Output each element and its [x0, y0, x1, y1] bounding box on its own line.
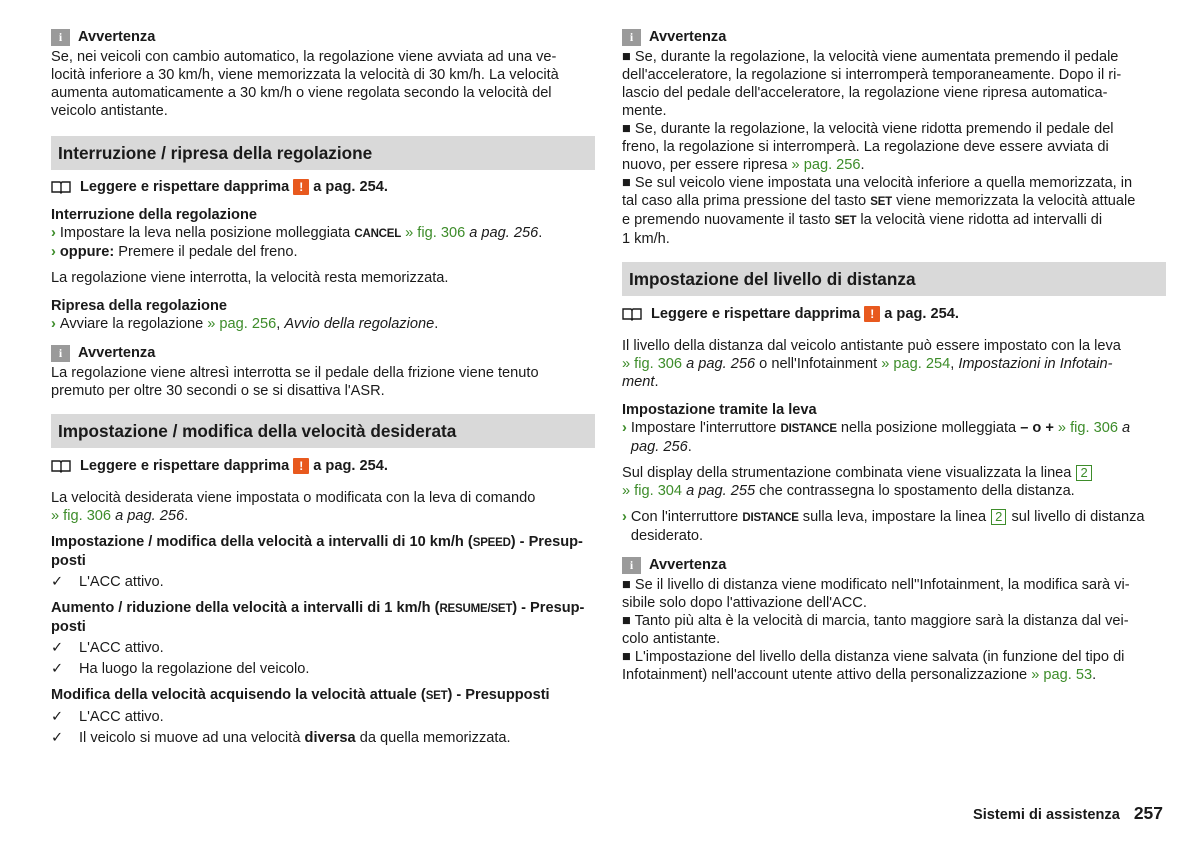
checklist-text: L'ACC attivo. [79, 640, 164, 656]
note-line: aumenta automaticamente a 30 km/h o viene regolata secondo la velocità del [51, 85, 552, 101]
punctuation: , [276, 316, 281, 332]
bullet-line: colo antistante. [622, 631, 721, 647]
step-item [51, 243, 595, 261]
bullet-icon: ■ [622, 577, 631, 593]
step-text: Avviare la regolazione [59, 316, 204, 332]
control-label: SPEED [472, 537, 511, 549]
note-heading [622, 28, 1166, 46]
punctuation: . [184, 508, 189, 524]
warning-icon: ! [864, 306, 880, 322]
checklist-text: L'ACC attivo. [79, 574, 164, 590]
paragraph-line: » fig. 304 a pag. 255 che contrassegna lo spostamento della distanza. [622, 483, 1075, 499]
page-link[interactable]: » pag. 53 [1031, 667, 1093, 683]
subsection-title: Impostazione tramite la leva [622, 402, 817, 418]
arrow-icon: › [51, 316, 56, 332]
read-first-line [622, 305, 1166, 323]
figure-link[interactable]: » fig. 306 [51, 508, 112, 524]
line-number-box: 2 [1076, 465, 1091, 481]
paragraph-line: Il livello della distanza dal veicolo antistante può essere impostato con la leva [622, 338, 1121, 354]
checklist-item [51, 573, 595, 591]
note-box [622, 28, 1166, 248]
step-item [51, 224, 595, 243]
step-item [51, 315, 595, 333]
bullet-line: ■ Se, durante la regolazione, la velocità viene aumentata premendo il pedale [622, 49, 1119, 65]
book-icon [51, 180, 71, 194]
note-line: locità inferiore a 30 km/h, viene memorizzata la velocità di 30 km/h. La velocità [51, 67, 559, 83]
warning-icon: ! [293, 179, 309, 195]
figure-link[interactable]: » fig. 306 [622, 356, 683, 372]
paragraph-line: ment. [622, 374, 659, 390]
checklist-item [51, 708, 595, 726]
bullet-line: e premendo nuovamente il tasto SET la velocità viene ridotta ad intervalli di [622, 212, 1103, 228]
check-icon: ✓ [51, 730, 64, 746]
paragraph: La regolazione viene interrotta, la velocità resta memorizzata. [51, 270, 449, 286]
paragraph-line [51, 507, 595, 525]
page-footer [973, 804, 1163, 824]
heading-text: ) - Presup- [512, 600, 585, 616]
heading-text: Aumento / riduzione della velocità a intervalli di 1 km/h ( [51, 600, 440, 616]
paragraph-line: Sul display della strumentazione combinata viene visualizzata la linea 2 [622, 464, 1166, 482]
bullet-line: ■ Se sul veicolo viene impostata una velocità inferiore a quella memorizzata, in [622, 175, 1133, 191]
note-box [622, 556, 1166, 684]
page-link[interactable]: » pag. 256 [207, 316, 277, 332]
check-icon: ✓ [51, 661, 64, 677]
control-label: RESUME/SET [439, 603, 513, 615]
section-heading: Impostazione del livello di distanza [622, 262, 1166, 296]
read-first-text: Leggere e rispettare dapprima [80, 458, 290, 474]
arrow-icon: › [622, 509, 627, 525]
punctuation: . [434, 316, 439, 332]
heading-text: Impostazione / modifica della velocità a intervalli di 10 km/h ( [51, 534, 473, 550]
bullet-line: ■ L'impostazione del livello della distanza viene salvata (in funzione del tipo di [622, 649, 1125, 665]
page-link[interactable]: » pag. 254 [881, 356, 951, 372]
checklist-text: L'ACC attivo. [79, 709, 164, 725]
note-title: Avvertenza [78, 345, 156, 361]
page-reference-link[interactable]: a pag. 254. [313, 458, 388, 474]
check-icon: ✓ [51, 640, 64, 656]
bullet-line: lascio del pedale dell'acceleratore, la regolazione viene ripresa automatica- [622, 85, 1108, 101]
note-title: Avvertenza [78, 29, 156, 45]
step-emphasis: oppure: [59, 244, 115, 260]
step-text: Impostare la leva nella posizione molleggiata [59, 225, 351, 241]
page-reference: a pag. 255 [686, 483, 756, 499]
read-first-line [51, 457, 595, 475]
bullet-line: ■ Tanto più alta è la velocità di marcia, tanto maggiore sarà la distanza dal vei- [622, 613, 1129, 629]
note-line: veicolo antistante. [51, 103, 168, 119]
line-number-box: 2 [991, 509, 1006, 525]
condition-heading [51, 533, 595, 552]
step-text: Premere il pedale del freno. [118, 244, 298, 260]
note-line: La regolazione viene altresì interrotta se il pedale della frizione viene tenuto [51, 365, 539, 381]
checklist-item [51, 660, 595, 678]
checklist-item [51, 729, 595, 747]
condition-heading-cont: posti [51, 553, 86, 569]
bullet-line: freno, la regolazione si interromperà. La regolazione deve essere avviata di [622, 139, 1109, 155]
paragraph-line: » fig. 306 a pag. 256 o nell'Infotainment » pag. 254, Impostazioni in Infotain- [622, 356, 1113, 372]
bullet-line: ■ Se, durante la regolazione, la velocità viene ridotta premendo il pedale del [622, 121, 1114, 137]
left-column [51, 28, 595, 747]
step-body: Con l'interruttore DISTANCE sulla leva, impostare la linea 2 sul livello di distanza desiderato. [630, 509, 1145, 544]
control-label: SET [870, 196, 892, 208]
read-first-text: Leggere e rispettare dapprima [80, 179, 290, 195]
condition-heading-cont: posti [51, 619, 86, 635]
subsection-title: Interruzione della regolazione [51, 207, 257, 223]
warning-icon: ! [293, 458, 309, 474]
note-heading [622, 556, 1166, 574]
figure-link[interactable]: » fig. 304 [622, 483, 683, 499]
figure-link[interactable]: » fig. 306 [1057, 420, 1118, 436]
condition-heading [51, 599, 595, 618]
note-box [51, 344, 595, 400]
page-number: 257 [1133, 803, 1164, 823]
heading-text: ) - Presupposti [447, 687, 550, 703]
page-link[interactable]: » pag. 256 [791, 157, 861, 173]
footer-section-title: Sistemi di assistenza [973, 807, 1120, 823]
bullet-icon: ■ [622, 613, 631, 629]
info-icon: i [51, 345, 70, 362]
note-line: premuto per oltre 30 secondi o se si disattiva l'ASR. [51, 383, 385, 399]
info-icon: i [622, 29, 641, 46]
page-reference: pag. 256 [630, 439, 688, 455]
book-icon [51, 459, 71, 473]
section-heading: Impostazione / modifica della velocità desiderata [51, 414, 595, 448]
control-label: DISTANCE [780, 423, 837, 435]
note-title: Avvertenza [649, 29, 727, 45]
page-reference: a pag. 256 [115, 508, 185, 524]
checklist-item [51, 639, 595, 657]
punctuation: . [538, 225, 543, 241]
note-title: Avvertenza [649, 557, 727, 573]
control-label: SET [425, 690, 448, 702]
bullet-line: tal caso alla prima pressione del tasto SET viene memorizzata la velocità attuale [622, 193, 1136, 209]
right-column [622, 28, 1166, 684]
section-reference: Impostazioni in Infotain- [958, 356, 1113, 372]
note-heading [51, 344, 595, 362]
check-icon: ✓ [51, 574, 64, 590]
note-box [51, 28, 595, 120]
checklist-text: Il veicolo si muove ad una velocità diversa da quella memorizzata. [79, 730, 511, 746]
bullet-line: nuovo, per essere ripresa » pag. 256. [622, 157, 865, 173]
checklist-text: Ha luogo la regolazione del veicolo. [79, 661, 310, 677]
bullet-line: mente. [622, 103, 667, 119]
bullet-line: sibile solo dopo l'attivazione dell'ACC. [622, 595, 867, 611]
heading-text: Modifica della velocità acquisendo la velocità attuale ( [51, 687, 426, 703]
step-body: Impostare l'interruttore DISTANCE nella posizione molleggiata – o + » fig. 306 a pag. 256. [630, 420, 1131, 455]
check-icon: ✓ [51, 709, 64, 725]
section-heading: Interruzione / ripresa della regolazione [51, 136, 595, 170]
bullet-icon: ■ [622, 175, 631, 191]
bullet-line: dell'acceleratore, la regolazione si interromperà temporaneamente. Dopo il ri- [622, 67, 1122, 83]
step-item [622, 419, 1166, 456]
page-reference-link[interactable]: a pag. 254. [313, 179, 388, 195]
arrow-icon: › [622, 420, 627, 436]
read-first-text: Leggere e rispettare dapprima [651, 306, 861, 322]
paragraph-line: La velocità desiderata viene impostata o modificata con la leva di comando [51, 490, 536, 506]
bullet-line: 1 km/h. [622, 231, 670, 247]
book-icon [622, 307, 642, 321]
read-first-line [51, 178, 595, 196]
bullet-icon: ■ [622, 49, 631, 65]
plus-minus-signs: – o + [1020, 420, 1054, 436]
bullet-icon: ■ [622, 121, 631, 137]
arrow-icon: › [51, 244, 56, 260]
info-icon: i [51, 29, 70, 46]
bullet-line: ■ Se il livello di distanza viene modificato nell''Infotainment, la modifica sarà vi- [622, 577, 1130, 593]
heading-text: ) - Presup- [510, 534, 583, 550]
note-heading [51, 28, 595, 46]
bullet-line: Infotainment) nell'account utente attivo della personalizzazione » pag. 53. [622, 667, 1097, 683]
info-icon: i [622, 557, 641, 574]
subsection-title: Ripresa della regolazione [51, 298, 227, 314]
figure-link[interactable]: » fig. 306 [405, 225, 466, 241]
page-reference: a pag. 256 [469, 225, 539, 241]
bullet-icon: ■ [622, 649, 631, 665]
page-reference: a pag. 256 [686, 356, 756, 372]
condition-heading [51, 686, 595, 705]
control-label: SET [834, 215, 857, 227]
control-label: CANCEL [354, 228, 402, 240]
control-label: DISTANCE [742, 512, 799, 524]
step-item [622, 508, 1166, 545]
note-line: Se, nei veicoli con cambio automatico, la regolazione viene avviata ad una ve- [51, 49, 557, 65]
arrow-icon: › [51, 225, 56, 241]
page-reference-link[interactable]: a pag. 254. [884, 306, 959, 322]
section-reference: Avvio della regolazione [284, 316, 435, 332]
